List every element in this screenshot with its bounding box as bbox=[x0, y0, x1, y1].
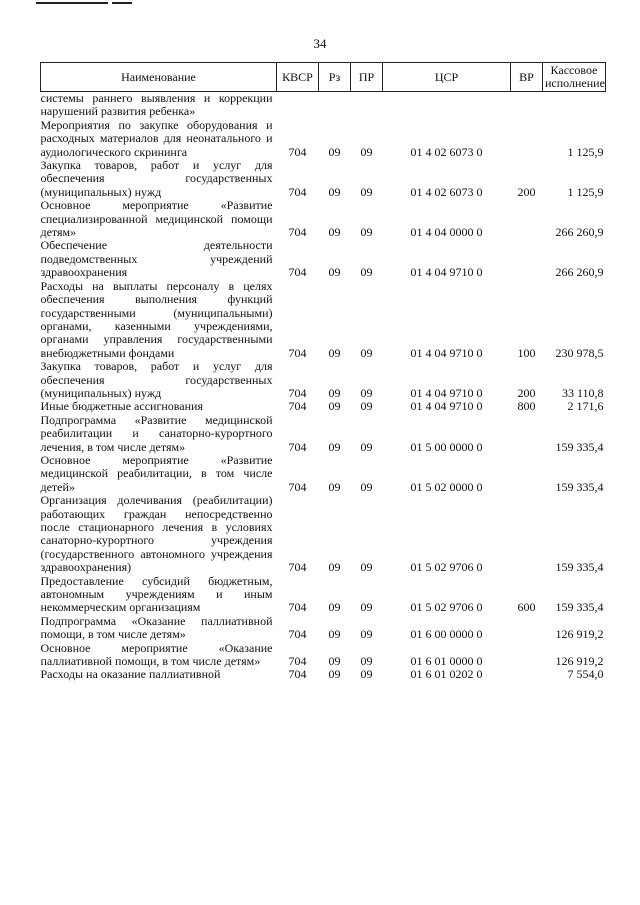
row-rz: 09 bbox=[328, 385, 341, 400]
row-csr: 01 4 04 9710 0 bbox=[410, 345, 483, 360]
row-kvsr bbox=[277, 92, 319, 119]
row-kvsr: 704 bbox=[288, 184, 307, 199]
table-row bbox=[41, 92, 606, 119]
row-amount: 126 919,2 bbox=[555, 654, 604, 669]
row-csr bbox=[383, 92, 511, 119]
row-pr: 09 bbox=[360, 385, 373, 400]
header-kvsr: КВСР bbox=[277, 63, 319, 92]
row-rz: 09 bbox=[328, 265, 341, 280]
row-amount: 126 919,2 bbox=[555, 627, 604, 642]
table-header-row bbox=[41, 63, 606, 92]
table-row bbox=[41, 280, 606, 360]
row-csr: 01 4 04 9710 0 bbox=[410, 385, 483, 400]
row-vr: 200 bbox=[517, 385, 536, 400]
page-number: 34 bbox=[313, 36, 327, 51]
row-amount bbox=[543, 92, 606, 119]
table-row bbox=[41, 414, 606, 454]
table-row bbox=[41, 239, 606, 279]
row-rz: 09 bbox=[328, 345, 341, 360]
row-name: Основное мероприятие «Оказание паллиативной помощи, в том числе детям» bbox=[40, 640, 273, 669]
row-name: Иные бюджетные ассигнования bbox=[40, 399, 203, 414]
row-vr bbox=[511, 615, 543, 642]
row-name: Закупка товаров, работ и услуг для обеспечения государственных (муниципальных) нужд bbox=[40, 158, 273, 199]
row-pr: 09 bbox=[360, 184, 373, 199]
row-kvsr: 704 bbox=[288, 479, 307, 494]
row-pr: 09 bbox=[360, 399, 373, 414]
row-vr bbox=[511, 642, 543, 669]
row-vr: 800 bbox=[517, 399, 536, 414]
row-rz: 09 bbox=[328, 627, 341, 642]
row-rz: 09 bbox=[328, 399, 341, 414]
header-name: Наименование bbox=[41, 63, 277, 92]
table-row bbox=[41, 400, 606, 413]
row-pr: 09 bbox=[360, 654, 373, 669]
table-row bbox=[41, 615, 606, 642]
header-amount: Кассовое исполнение bbox=[543, 63, 606, 92]
row-pr: 09 bbox=[360, 345, 373, 360]
row-amount: 7 554,0 bbox=[567, 667, 604, 682]
row-name: Обеспечение деятельности подведомственных учреждений здравоохранения bbox=[40, 238, 273, 280]
row-kvsr: 704 bbox=[288, 667, 307, 682]
row-pr: 09 bbox=[360, 667, 373, 682]
row-kvsr: 704 bbox=[288, 654, 307, 669]
row-vr bbox=[511, 494, 543, 574]
header-vr: ВР bbox=[511, 63, 543, 92]
row-amount: 159 335,4 bbox=[555, 600, 604, 615]
row-vr: 200 bbox=[517, 184, 536, 199]
row-rz: 09 bbox=[328, 144, 341, 159]
row-pr bbox=[351, 92, 383, 119]
table-row bbox=[41, 642, 606, 669]
row-csr: 01 6 01 0000 0 bbox=[410, 654, 483, 669]
row-pr: 09 bbox=[360, 225, 373, 240]
row-amount: 266 260,9 bbox=[555, 225, 604, 240]
row-kvsr: 704 bbox=[288, 385, 307, 400]
table-row bbox=[41, 119, 606, 159]
row-name: Подпрограмма «Развитие медицинской реабилитации и санаторно-курортного лечения, в том числе детям» bbox=[40, 412, 273, 454]
top-rule bbox=[36, 2, 108, 4]
table-body bbox=[41, 92, 606, 682]
row-rz: 09 bbox=[328, 667, 341, 682]
row-csr: 01 4 02 6073 0 bbox=[410, 144, 483, 159]
row-name: Расходы на оказание паллиативной bbox=[40, 667, 221, 682]
row-vr: 600 bbox=[517, 600, 536, 615]
header-rz: Рз bbox=[319, 63, 351, 92]
row-vr bbox=[511, 668, 543, 681]
row-kvsr: 704 bbox=[288, 627, 307, 642]
row-rz bbox=[319, 92, 351, 119]
row-csr: 01 4 02 6073 0 bbox=[410, 184, 483, 199]
row-amount: 159 335,4 bbox=[555, 479, 604, 494]
row-csr: 01 5 02 9706 0 bbox=[410, 560, 483, 575]
row-kvsr: 704 bbox=[288, 439, 307, 454]
row-pr: 09 bbox=[360, 144, 373, 159]
row-name: Закупка товаров, работ и услуг для обеспечения государственных (муниципальных) нужд bbox=[40, 359, 273, 400]
row-rz: 09 bbox=[328, 184, 341, 199]
row-name: Предоставление субсидий бюджетным, автономным учреждениям и иным некоммерческим организациям bbox=[40, 573, 273, 615]
row-csr: 01 5 02 9706 0 bbox=[410, 600, 483, 615]
row-csr: 01 5 02 0000 0 bbox=[410, 479, 483, 494]
row-rz: 09 bbox=[328, 600, 341, 615]
budget-table bbox=[40, 62, 606, 682]
row-csr: 01 4 04 0000 0 bbox=[410, 225, 483, 240]
row-amount: 2 171,6 bbox=[567, 399, 604, 414]
table-row bbox=[41, 494, 606, 574]
row-name: системы раннего выявления и коррекции нарушений развития ребенка» bbox=[40, 91, 273, 119]
top-rule-short bbox=[112, 2, 132, 4]
row-vr bbox=[511, 414, 543, 454]
row-kvsr: 704 bbox=[288, 265, 307, 280]
row-vr: 100 bbox=[517, 345, 536, 360]
row-name: Подпрограмма «Оказание паллиативной помощи, в том числе детям» bbox=[40, 613, 273, 642]
row-pr: 09 bbox=[360, 479, 373, 494]
row-rz: 09 bbox=[328, 479, 341, 494]
row-kvsr: 704 bbox=[288, 399, 307, 414]
table-row bbox=[41, 575, 606, 615]
row-kvsr: 704 bbox=[288, 345, 307, 360]
row-rz: 09 bbox=[328, 439, 341, 454]
row-vr bbox=[511, 92, 543, 119]
row-name: Расходы на выплаты персоналу в целях обеспечения выполнения функций государственными (муниципальными) органами, казенными учреждениями, органами управления государственными внебюджетными фондами bbox=[40, 278, 273, 360]
row-name: Организация долечивания (реабилитации) работающих граждан непосредственно после стационарного лечения в условиях санаторно-курортного учреждения (государственного автономного учреждения здравоохранения) bbox=[40, 493, 273, 575]
row-csr: 01 4 04 9710 0 bbox=[410, 265, 483, 280]
row-amount: 159 335,4 bbox=[555, 560, 604, 575]
row-rz: 09 bbox=[328, 560, 341, 575]
row-vr bbox=[511, 454, 543, 494]
row-amount: 33 110,8 bbox=[561, 385, 604, 400]
row-kvsr: 704 bbox=[288, 560, 307, 575]
row-vr bbox=[511, 199, 543, 239]
row-pr: 09 bbox=[360, 439, 373, 454]
row-name: Основное мероприятие «Развитие специализированной медицинской помощи детям» bbox=[40, 198, 273, 240]
row-pr: 09 bbox=[360, 560, 373, 575]
row-rz: 09 bbox=[328, 225, 341, 240]
row-amount: 266 260,9 bbox=[555, 265, 604, 280]
row-kvsr: 704 bbox=[288, 600, 307, 615]
row-kvsr: 704 bbox=[288, 225, 307, 240]
row-name: Мероприятия по закупке оборудования и расходных материалов для неонатального и аудиологического скрининга bbox=[40, 117, 273, 159]
header-csr: ЦСР bbox=[383, 63, 511, 92]
row-pr: 09 bbox=[360, 627, 373, 642]
row-vr bbox=[511, 239, 543, 279]
table-row bbox=[41, 159, 606, 199]
row-rz: 09 bbox=[328, 654, 341, 669]
row-csr: 01 4 04 9710 0 bbox=[410, 399, 483, 414]
row-name: Основное мероприятие «Развитие медицинской реабилитации, в том числе детей» bbox=[40, 452, 273, 494]
row-amount: 1 125,9 bbox=[567, 184, 604, 199]
header-pr: ПР bbox=[351, 63, 383, 92]
row-pr: 09 bbox=[360, 600, 373, 615]
table-row bbox=[41, 360, 606, 400]
row-vr bbox=[511, 119, 543, 159]
row-csr: 01 5 00 0000 0 bbox=[410, 439, 483, 454]
row-kvsr: 704 bbox=[288, 144, 307, 159]
row-csr: 01 6 00 0000 0 bbox=[410, 627, 483, 642]
row-amount: 1 125,9 bbox=[567, 144, 604, 159]
row-csr: 01 6 01 0202 0 bbox=[410, 667, 483, 682]
row-amount: 159 335,4 bbox=[555, 439, 604, 454]
table-row bbox=[41, 668, 606, 681]
table-row bbox=[41, 199, 606, 239]
table-row bbox=[41, 454, 606, 494]
row-pr: 09 bbox=[360, 265, 373, 280]
row-amount: 230 978,5 bbox=[555, 345, 604, 360]
